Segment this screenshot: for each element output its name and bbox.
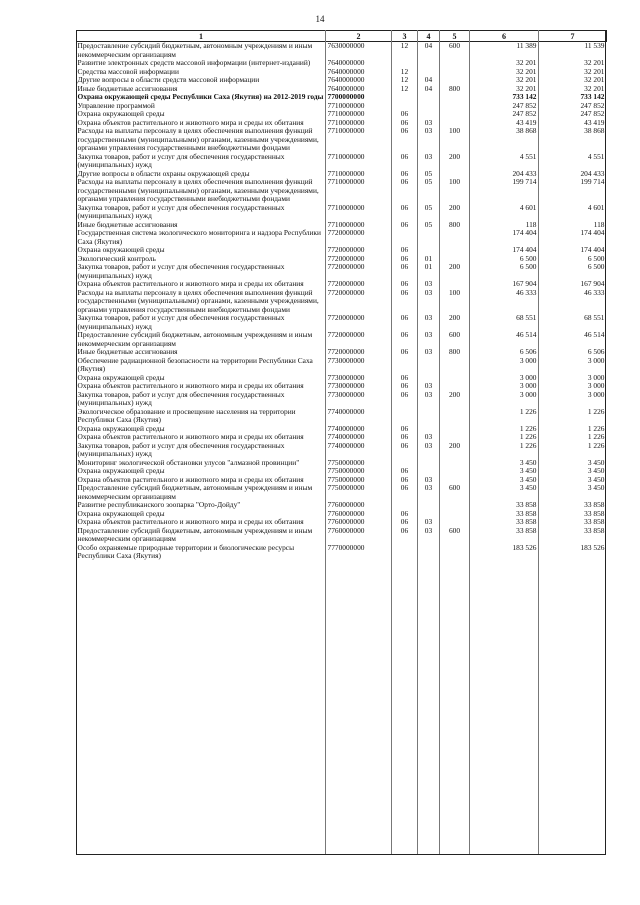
table-body: [77, 42, 607, 561]
row-name: Предоставление субсидий бюджетным, автономным учреждениям и иным некоммерческим организациям: [77, 525, 313, 543]
row-expense-type: [440, 110, 470, 119]
table-row: [77, 204, 607, 221]
row-code: 7760000000: [327, 500, 365, 509]
row-value-col7: 11 539: [584, 41, 605, 50]
row-expense-type: 200: [448, 151, 461, 161]
row-subsection: 03: [424, 525, 433, 535]
row-code: 7740000000: [327, 406, 365, 416]
row-code: 7750000000: [327, 483, 365, 492]
row-subsection: [418, 102, 440, 111]
table-row: [77, 442, 607, 459]
row-value-col7: 33 858: [584, 500, 605, 509]
row-subsection: 05: [424, 219, 433, 229]
table-row: [77, 408, 607, 425]
row-subsection: 03: [424, 389, 433, 399]
row-subsection: [418, 501, 440, 510]
row-name: Иные бюджетные ассигнования: [77, 347, 178, 356]
row-expense-type: 600: [448, 41, 461, 50]
row-value-col6: 6 500: [519, 262, 537, 271]
row-name: Охрана объектов растительного и животного мира и среды их обитания: [77, 432, 304, 441]
row-value-col7: 43 419: [584, 117, 605, 127]
row-code: 7760000000: [327, 525, 365, 535]
row-section: 12: [400, 75, 409, 84]
row-section: 12: [400, 66, 409, 76]
row-value-col7: 167 904: [580, 279, 605, 288]
row-code: 7630000000: [327, 41, 365, 50]
row-name: Охрана объектов растительного и животного мира и среды их обитания: [77, 474, 304, 484]
row-value-col7: 3 450: [587, 466, 605, 475]
row-subsection: [418, 229, 440, 246]
row-value-col6: 32 201: [516, 75, 537, 84]
row-value-col6: 167 904: [512, 279, 537, 288]
table-header-row: [77, 31, 607, 42]
row-code: 7720000000: [327, 262, 365, 271]
row-subsection: 03: [424, 279, 433, 288]
row-value-col6: 4 601: [519, 202, 537, 212]
row-value-col6: 38 868: [516, 126, 537, 135]
row-section: 06: [400, 177, 409, 186]
row-code: 7730000000: [327, 372, 365, 382]
row-section: 06: [400, 474, 409, 484]
row-code: 7720000000: [327, 245, 365, 254]
row-code: 7740000000: [327, 423, 365, 433]
table-row: [77, 314, 607, 331]
row-expense-type: 200: [448, 202, 461, 212]
row-value-col7: 46 514: [584, 330, 605, 339]
table-row: [77, 289, 607, 315]
row-name: Охрана объектов растительного и животного мира и среды их обитания: [77, 517, 304, 526]
row-section: [392, 229, 418, 246]
row-section: 06: [400, 109, 409, 118]
row-code: 7720000000: [327, 279, 365, 288]
row-value-col6: 32 201: [516, 83, 537, 93]
table-row: [77, 153, 607, 170]
row-section: 06: [400, 372, 409, 382]
row-value-col7: 32 201: [584, 58, 605, 67]
row-subsection: 03: [424, 117, 433, 127]
col-header-5: 5: [440, 31, 470, 42]
row-section: 06: [400, 517, 409, 526]
row-code: 7710000000: [327, 177, 365, 186]
row-value-col6: 6 500: [519, 253, 537, 263]
row-name: Предоставление субсидий бюджетным, автономным учреждениям и иным некоммерческим организациям: [77, 483, 313, 501]
row-value-col7: 247 852: [580, 109, 605, 118]
table-row: [77, 331, 607, 348]
row-name: Управление программой: [77, 100, 155, 110]
row-name: Охрана окружающей среды: [77, 508, 165, 518]
row-code: 7730000000: [327, 381, 365, 390]
row-code: 7640000000: [327, 66, 365, 76]
row-name: Особо охраняемые природные территории и биологические ресурсы Республики Саха (Якутия): [77, 542, 295, 560]
row-section: 06: [400, 245, 409, 254]
row-expense-type: [440, 59, 470, 68]
row-value-col6: 3 000: [519, 372, 537, 382]
row-code: 7710000000: [327, 151, 365, 161]
row-subsection: 03: [424, 440, 433, 450]
row-name: Охрана объектов растительного и животного мира и среды их обитания: [77, 117, 304, 127]
row-value-col7: 1 226: [587, 440, 605, 450]
table-row: [77, 42, 607, 60]
row-subsection: 03: [424, 330, 433, 339]
row-code: 7770000000: [327, 542, 365, 552]
row-value-col7: 6 500: [587, 262, 605, 271]
row-section: 06: [400, 508, 409, 518]
row-value-col6: 3 000: [519, 389, 537, 399]
row-value-col7: 174 404: [580, 228, 605, 237]
row-expense-type: 100: [448, 177, 461, 186]
row-value-col7: 1 226: [587, 406, 605, 416]
row-section: [392, 544, 418, 561]
row-value-col7: 3 450: [587, 457, 605, 467]
row-value-col7: 3 000: [587, 372, 605, 382]
row-name: Обеспечение радиационной безопасности на территории Республики Саха (Якутия): [77, 355, 313, 373]
row-name: Охрана окружающей среды: [77, 466, 165, 475]
row-code: 7710000000: [327, 202, 365, 212]
row-subsection: 01: [424, 262, 433, 271]
row-expense-type: 100: [448, 287, 461, 297]
row-section: 06: [400, 151, 409, 161]
row-value-col7: 3 450: [587, 483, 605, 492]
row-value-col6: 32 201: [516, 66, 537, 76]
row-subsection: 03: [424, 287, 433, 297]
row-name: Расходы на выплаты персоналу в целях обеспечения выполнения функций государственными (муниципальными) органами, казенными учреждениями, органами управления государственными внебюджетными фондами: [77, 126, 319, 152]
row-code: 7720000000: [327, 287, 365, 297]
row-name: Экологическое образование и просвещение населения на территории Республики Саха (Якутия): [77, 406, 296, 424]
row-value-col6: 174 404: [512, 245, 537, 254]
row-subsection: 01: [424, 253, 433, 263]
table-bottom-border: [76, 854, 606, 855]
row-section: [392, 408, 418, 425]
row-code: 7700000000: [327, 92, 365, 101]
row-value-col7: 33 858: [584, 508, 605, 518]
row-subsection: [418, 357, 440, 374]
row-subsection: 03: [424, 517, 433, 526]
row-name: Охрана окружающей среды: [77, 245, 165, 254]
row-subsection: 03: [424, 432, 433, 441]
row-name: Закупка товаров, работ и услуг для обеспечения государственных (муниципальных) нужд: [77, 202, 285, 220]
row-value-col6: 33 858: [516, 500, 537, 509]
row-expense-type: [440, 501, 470, 510]
row-expense-type: 100: [448, 126, 461, 135]
row-value-col6: 1 226: [519, 440, 537, 450]
row-expense-type: 800: [448, 83, 461, 93]
row-value-col7: 3 450: [587, 474, 605, 484]
row-name: Охрана окружающей среды: [77, 109, 165, 118]
row-code: 7720000000: [327, 347, 365, 356]
row-name: Охрана окружающей среды: [77, 372, 165, 382]
table-row: [77, 391, 607, 408]
row-value-col6: 3 450: [519, 474, 537, 484]
row-code: 7750000000: [327, 466, 365, 475]
row-expense-type: [440, 246, 470, 255]
row-name: Предоставление субсидий бюджетным, автономным учреждениям и иным некоммерческим организациям: [77, 41, 313, 59]
row-name: Охрана окружающей среды: [77, 423, 165, 433]
row-code: 7720000000: [327, 313, 365, 322]
row-subsection: [418, 544, 440, 561]
row-value-col7: 3 000: [587, 389, 605, 399]
row-value-col6: 33 858: [516, 517, 537, 526]
row-value-col6: 68 551: [516, 313, 537, 322]
row-value-col6: 4 551: [519, 151, 537, 161]
row-code: 7710000000: [327, 219, 365, 229]
row-value-col6: 204 433: [512, 168, 537, 178]
budget-table: [76, 30, 607, 561]
table-row: [77, 527, 607, 544]
table-row: [77, 263, 607, 280]
row-expense-type: 600: [448, 525, 461, 535]
col-header-4: 4: [418, 31, 440, 42]
row-name: Охрана объектов растительного и животного мира и среды их обитания: [77, 279, 304, 288]
row-value-col7: 1 226: [587, 423, 605, 433]
row-expense-type: [440, 229, 470, 246]
row-code: 7710000000: [327, 117, 365, 127]
row-subsection: [418, 408, 440, 425]
row-value-col7: 174 404: [580, 245, 605, 254]
row-value-col7: 46 333: [584, 287, 605, 297]
row-value-col6: 3 450: [519, 466, 537, 475]
row-code: 7640000000: [327, 75, 365, 84]
row-value-col7: 32 201: [584, 83, 605, 93]
row-section: [392, 357, 418, 374]
row-section: 06: [400, 117, 409, 127]
row-value-col7: 32 201: [584, 66, 605, 76]
row-section: 06: [400, 168, 409, 178]
page-number: 14: [315, 14, 325, 24]
row-name: Другие вопросы в области средств массовой информации: [77, 75, 260, 84]
row-value-col7: 33 858: [584, 525, 605, 535]
row-value-col6: 3 000: [519, 355, 537, 365]
row-subsection: [418, 459, 440, 468]
table-row: [77, 357, 607, 374]
row-name: Мониторинг экологической обстановки улусов "алмазной провинции": [77, 457, 300, 467]
row-section: 12: [400, 41, 409, 50]
row-value-col7: 204 433: [580, 168, 605, 178]
row-name: Государственная система экологического мониторинга и надзора Республики Саха (Якутия): [77, 228, 321, 246]
row-section: 12: [400, 83, 409, 93]
row-name: Закупка товаров, работ и услуг для обеспечения государственных (муниципальных) нужд: [77, 313, 285, 331]
row-code: 7640000000: [327, 58, 365, 67]
row-name: Предоставление субсидий бюджетным, автономным учреждениям и иным некоммерческим организациям: [77, 330, 313, 348]
row-section: 06: [400, 432, 409, 441]
row-code: 7740000000: [327, 432, 365, 441]
row-code: 7750000000: [327, 474, 365, 484]
row-value-col7: 4 551: [587, 151, 605, 161]
row-code: 7710000000: [327, 126, 365, 135]
col-header-1: 1: [77, 31, 326, 42]
row-name: Охрана объектов растительного и животного мира и среды их обитания: [77, 381, 304, 390]
table-row: [77, 178, 607, 204]
row-value-col7: 6 500: [587, 253, 605, 263]
row-value-col7: 68 551: [584, 313, 605, 322]
row-code: 7750000000: [327, 457, 365, 467]
row-section: 06: [400, 253, 409, 263]
row-code: 7720000000: [327, 228, 365, 237]
row-section: 06: [400, 525, 409, 535]
row-name: Закупка товаров, работ и услуг для обеспечения государственных (муниципальных) нужд: [77, 262, 285, 280]
row-value-col6: 6 506: [519, 347, 537, 356]
row-value-col6: 199 714: [512, 177, 537, 186]
row-value-col6: 33 858: [516, 508, 537, 518]
row-name: Развитие республиканского зоопарка "Орто-Дойду": [77, 500, 241, 509]
row-value-col7: 3 000: [587, 355, 605, 365]
col-header-7: 7: [539, 31, 607, 42]
row-section: 06: [400, 279, 409, 288]
row-value-col6: 46 514: [516, 330, 537, 339]
row-section: 06: [400, 219, 409, 229]
row-subsection: [418, 93, 440, 102]
col-header-2: 2: [326, 31, 392, 42]
row-subsection: 03: [424, 483, 433, 492]
row-expense-type: 200: [448, 389, 461, 399]
row-subsection: 03: [424, 126, 433, 135]
table-row: [77, 127, 607, 153]
row-value-col6: 733 142: [512, 92, 537, 101]
row-value-col7: 1 226: [587, 432, 605, 441]
row-name: Охрана окружающей среды Республики Саха (Якутия) на 2012-2019 годы: [77, 92, 324, 101]
row-value-col6: 174 404: [512, 228, 537, 237]
row-expense-type: [440, 68, 470, 77]
row-value-col7: 6 506: [587, 347, 605, 356]
row-code: 7710000000: [327, 109, 365, 118]
row-subsection: 04: [424, 75, 433, 84]
row-expense-type: 600: [448, 483, 461, 492]
row-value-col7: 247 852: [580, 100, 605, 110]
row-value-col7: 32 201: [584, 75, 605, 84]
row-code: 7640000000: [327, 83, 365, 93]
row-section: 06: [400, 347, 409, 356]
row-expense-type: 800: [448, 347, 461, 356]
row-expense-type: 600: [448, 330, 461, 339]
row-value-col6: 1 226: [519, 423, 537, 433]
row-name: Средства массовой информации: [77, 66, 179, 76]
row-value-col6: 247 852: [512, 100, 537, 110]
col-header-6: 6: [470, 31, 539, 42]
row-name: Закупка товаров, работ и услуг для обеспечения государственных (муниципальных) нужд: [77, 151, 285, 169]
row-expense-type: [440, 102, 470, 111]
row-code: 7760000000: [327, 517, 365, 526]
row-expense-type: [440, 408, 470, 425]
row-value-col6: 183 526: [512, 542, 537, 552]
row-code: 7730000000: [327, 389, 365, 399]
row-value-col7: 733 142: [580, 92, 605, 101]
row-section: 06: [400, 381, 409, 390]
row-subsection: 03: [424, 313, 433, 322]
row-section: 06: [400, 287, 409, 297]
row-subsection: 04: [424, 41, 433, 50]
row-subsection: 03: [424, 474, 433, 484]
row-value-col7: 3 000: [587, 381, 605, 390]
row-expense-type: 200: [448, 262, 461, 271]
row-name: Другие вопросы в области охраны окружающей среды: [77, 168, 250, 178]
row-expense-type: [440, 544, 470, 561]
row-code: 7720000000: [327, 253, 365, 263]
row-value-col6: 1 226: [519, 432, 537, 441]
row-value-col6: 3 450: [519, 457, 537, 467]
row-section: 06: [400, 389, 409, 399]
row-value-col7: 33 858: [584, 517, 605, 526]
row-code: 7760000000: [327, 508, 365, 518]
row-subsection: 03: [424, 381, 433, 390]
row-value-col6: 32 201: [516, 58, 537, 67]
row-section: 06: [400, 313, 409, 322]
row-code: 7730000000: [327, 355, 365, 365]
row-value-col6: 43 419: [516, 117, 537, 127]
row-section: 06: [400, 440, 409, 450]
row-value-col7: 199 714: [580, 177, 605, 186]
table-row: [77, 484, 607, 501]
row-subsection: 05: [424, 177, 433, 186]
row-expense-type: 200: [448, 440, 461, 450]
row-expense-type: [440, 459, 470, 468]
row-value-col7: 183 526: [580, 542, 605, 552]
row-expense-type: [440, 357, 470, 374]
row-section: [392, 93, 418, 102]
row-expense-type: [440, 510, 470, 519]
row-value-col6: 33 858: [516, 525, 537, 535]
col-header-3: 3: [392, 31, 418, 42]
row-subsection: [418, 59, 440, 68]
row-name: Расходы на выплаты персоналу в целях обеспечения выполнения функций государственными (муниципальными) органами, казенными учреждениями, органами управления государственными внебюджетными фондами: [77, 177, 319, 203]
row-section: 06: [400, 126, 409, 135]
row-name: Расходы на выплаты персоналу в целях обеспечения выполнения функций государственными (муниципальными) органами, казенными учреждениями, органами управления государственными внебюджетными фондами: [77, 287, 319, 314]
row-name: Иные бюджетные ассигнования: [77, 219, 178, 229]
row-section: 06: [400, 483, 409, 492]
row-expense-type: [440, 374, 470, 383]
row-expense-type: 800: [448, 219, 461, 229]
row-value-col6: 3 000: [519, 381, 537, 390]
row-name: Закупка товаров, работ и услуг для обеспечения государственных (муниципальных) нужд: [77, 389, 285, 407]
row-subsection: 03: [424, 347, 433, 356]
row-section: 06: [400, 466, 409, 475]
row-value-col6: 247 852: [512, 109, 537, 118]
row-name: Экологический контроль: [77, 253, 156, 263]
row-subsection: 03: [424, 151, 433, 161]
row-value-col7: 118: [593, 219, 605, 229]
row-name: Развитие электронных средств массовой информации (интернет-изданий): [77, 58, 311, 67]
row-expense-type: 200: [448, 313, 461, 322]
row-code: 7740000000: [327, 440, 365, 450]
row-name: Иные бюджетные ассигнования: [77, 83, 178, 93]
row-section: 06: [400, 423, 409, 433]
row-value-col6: 1 226: [519, 406, 537, 416]
row-code: 7710000000: [327, 100, 365, 110]
row-name: Закупка товаров, работ и услуг для обеспечения государственных (муниципальных) нужд: [77, 440, 285, 458]
row-expense-type: [440, 93, 470, 102]
row-section: 06: [400, 202, 409, 212]
table-row: [77, 229, 607, 246]
row-code: 7710000000: [327, 168, 365, 178]
row-section: 06: [400, 262, 409, 271]
row-value-col7: 38 868: [584, 126, 605, 135]
row-expense-type: [440, 425, 470, 434]
row-subsection: 05: [424, 202, 433, 212]
row-subsection: 05: [424, 168, 433, 178]
row-section: 06: [400, 330, 409, 339]
row-value-col6: 118: [525, 219, 537, 229]
row-expense-type: [440, 467, 470, 476]
row-subsection: 04: [424, 83, 433, 93]
row-value-col7: 4 601: [587, 202, 605, 212]
row-value-col6: 3 450: [519, 483, 537, 492]
row-value-col6: 11 389: [516, 41, 537, 50]
table-row: [77, 544, 607, 561]
row-code: 7720000000: [327, 330, 365, 339]
row-value-col6: 46 333: [516, 287, 537, 297]
